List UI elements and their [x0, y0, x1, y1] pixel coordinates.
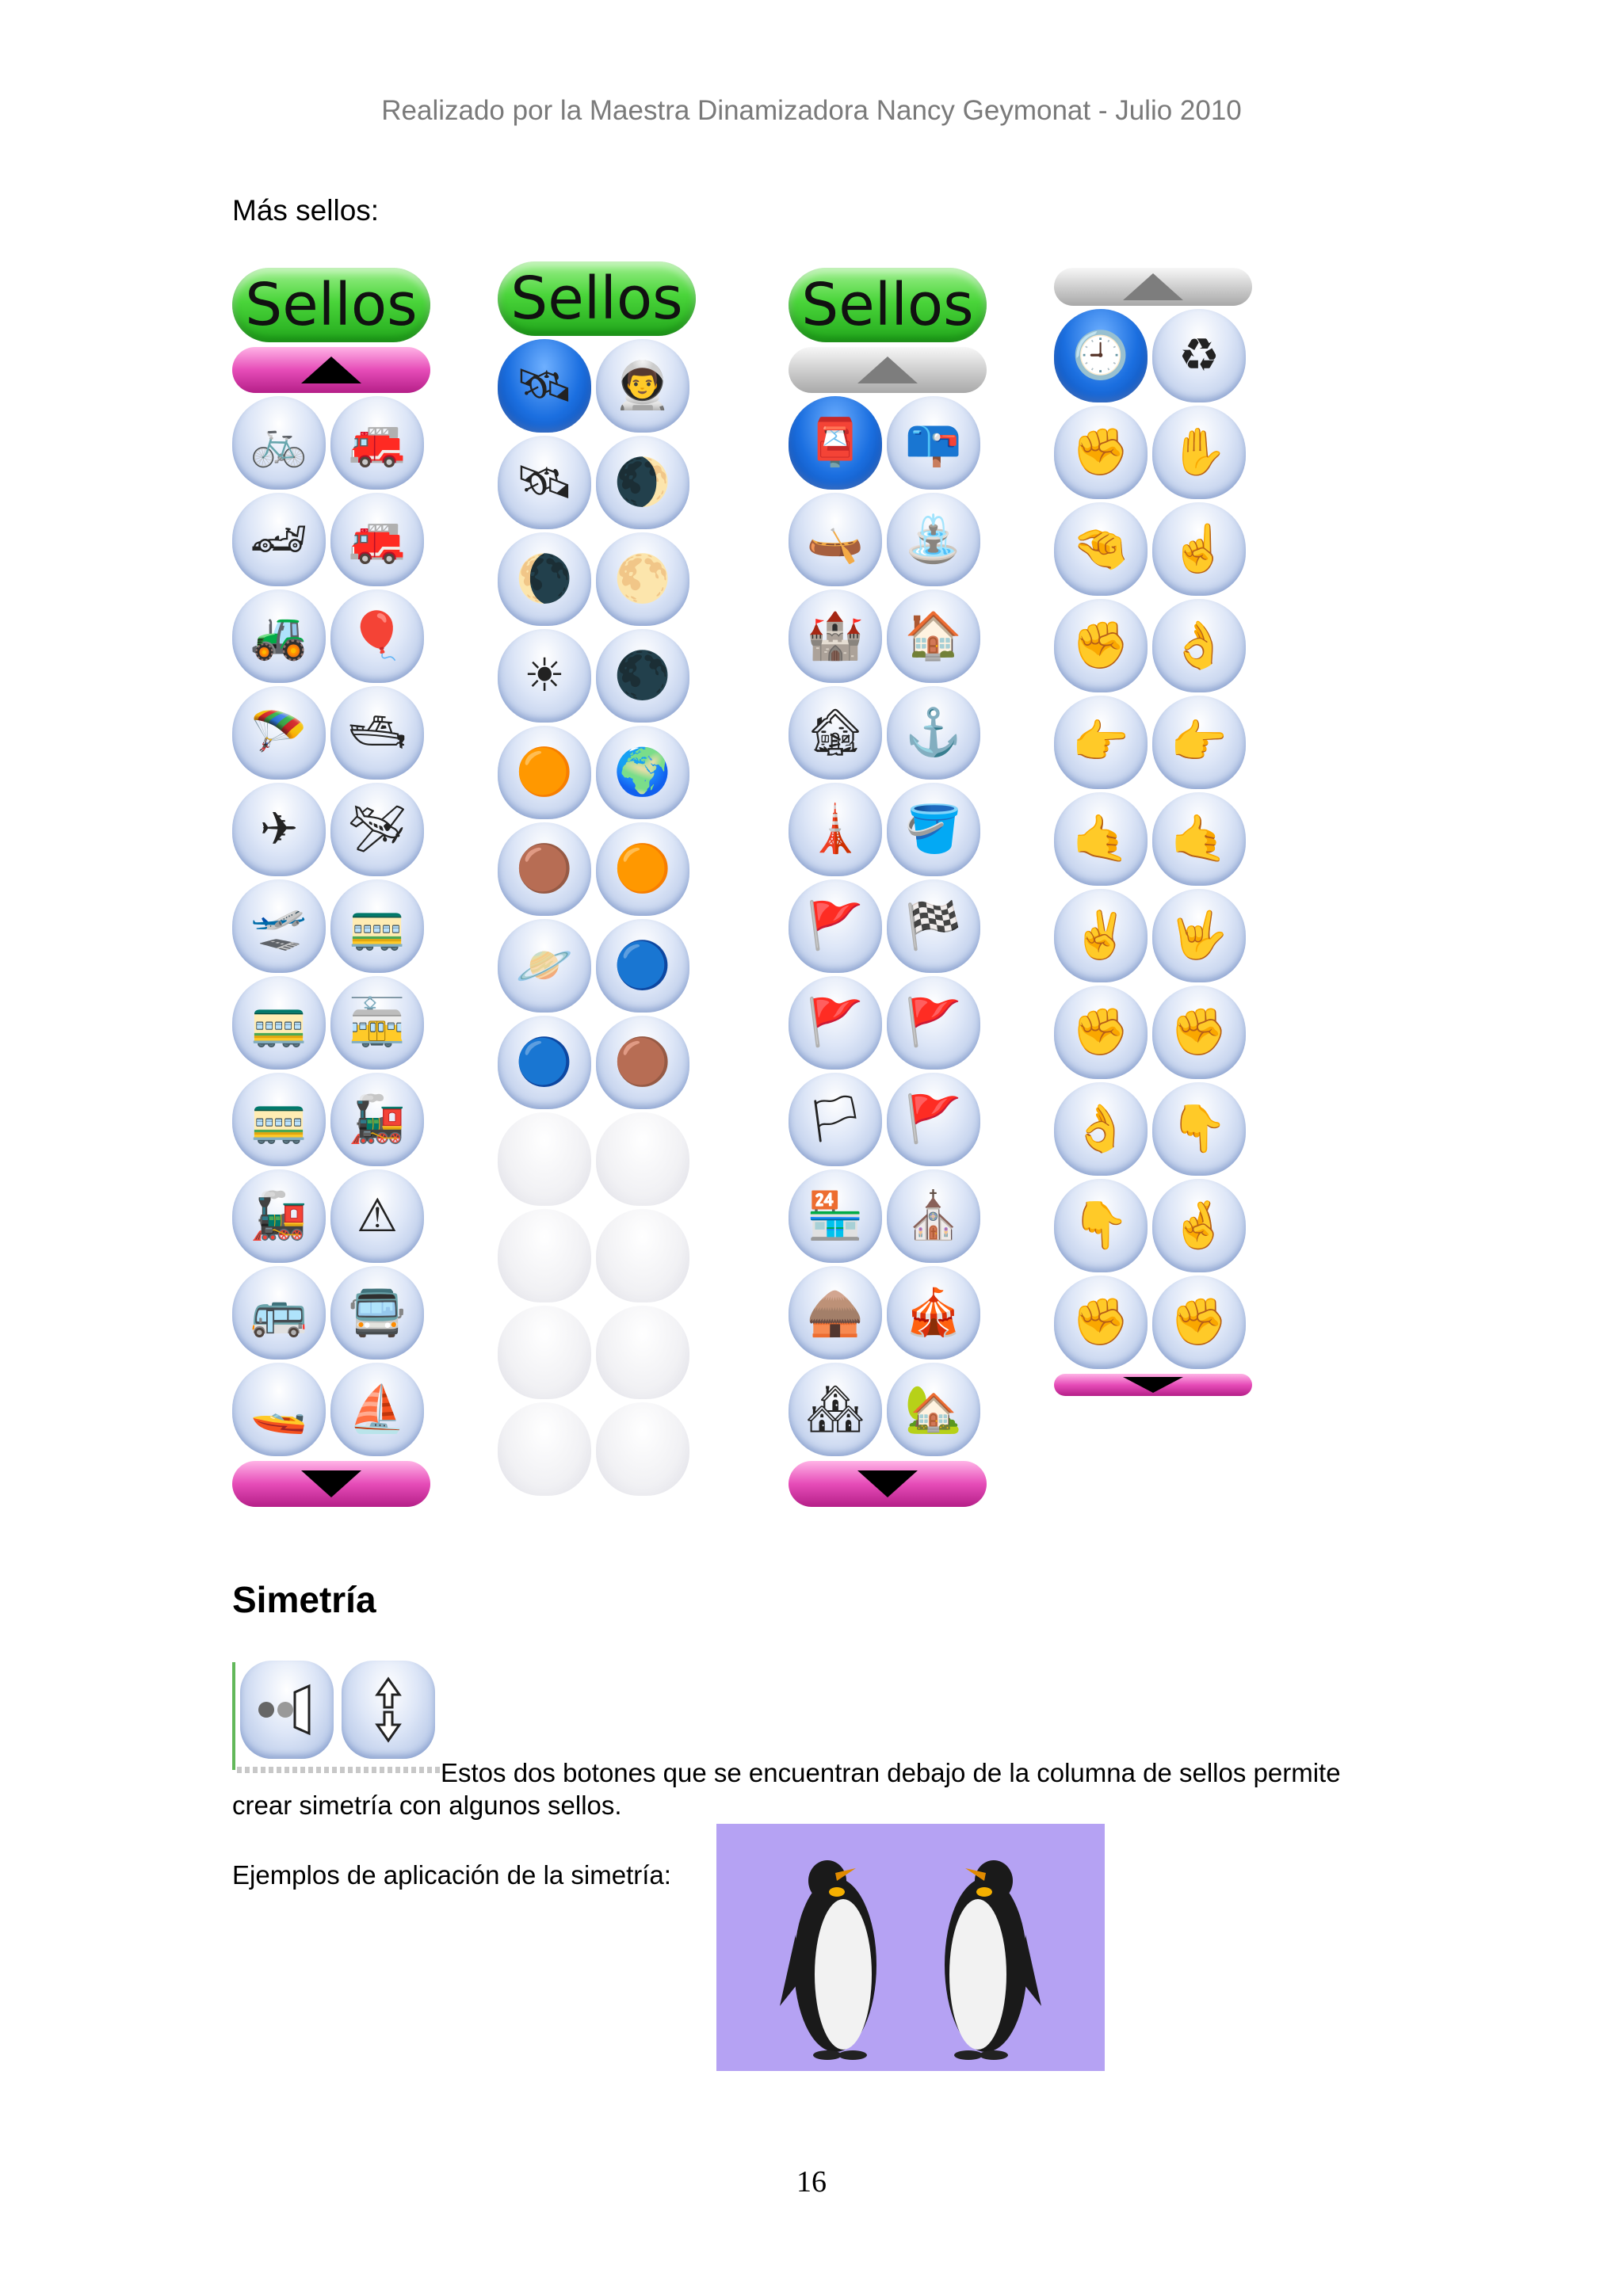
stamp-button[interactable]: [330, 879, 424, 973]
saturn-icon: 🪐: [515, 940, 574, 991]
stamp-button[interactable]: [789, 686, 882, 780]
sign-t-icon: ✊: [1170, 1296, 1228, 1348]
stamp-button[interactable]: [596, 532, 689, 626]
pillar-box-icon: 📮: [806, 417, 865, 468]
sign-m-icon: ✊: [1071, 1006, 1130, 1058]
stamp-button[interactable]: [330, 396, 424, 490]
stamp-button[interactable]: [1054, 792, 1148, 886]
stamp-button[interactable]: [887, 1363, 980, 1456]
arrow-up-icon: [1123, 273, 1183, 300]
stamp-button: [596, 1112, 689, 1206]
green-house-icon: 🏠: [904, 610, 963, 662]
caboose-icon: 🚃: [250, 997, 308, 1048]
page-header: Realizado por la Maestra Dinamizadora Nancy Geymonat - Julio 2010: [381, 95, 1242, 126]
page-number: 16: [796, 2165, 827, 2199]
ruins-icon: 🏚: [806, 707, 865, 758]
stamp-button[interactable]: [1152, 502, 1246, 596]
stamp-button[interactable]: [232, 589, 326, 683]
yellow-flag-icon: 🚩: [904, 1093, 963, 1145]
stamp-button[interactable]: [789, 396, 882, 490]
sign-j-icon: 🤙: [1170, 813, 1228, 864]
hot-air-balloon-icon: 🎈: [348, 610, 407, 662]
sailing-ship-icon: ⛵: [348, 1383, 407, 1435]
stamp-button[interactable]: [1152, 1082, 1246, 1176]
stamp-column-transport: [232, 268, 430, 1507]
stamp-button[interactable]: [232, 1266, 326, 1360]
stamp-button[interactable]: [789, 1073, 882, 1166]
fountain-icon: ⛲: [904, 513, 963, 565]
sellos-button[interactable]: Sellos: [789, 268, 987, 342]
paragraph-line-1: Estos dos botones que se encuentran debajo de la columna de sellos permite: [441, 1758, 1341, 1787]
sign-i-icon: 🤙: [1071, 813, 1130, 864]
full-moon-icon: 🌕: [613, 553, 672, 605]
stamp-button[interactable]: [498, 1016, 591, 1109]
stamp-button[interactable]: [1054, 1276, 1148, 1369]
stamp-button[interactable]: [887, 1266, 980, 1360]
panel-divider: [237, 1767, 440, 1773]
checkered-flag-icon: 🏁: [904, 900, 963, 952]
stamp-button[interactable]: [789, 1169, 882, 1263]
sign-q-icon: 👇: [1071, 1199, 1130, 1251]
sign-c-icon: 🤏: [1071, 523, 1130, 574]
stamp-button: [596, 1209, 689, 1302]
stamp-button[interactable]: [789, 976, 882, 1070]
scroll-down-button[interactable]: [1054, 1374, 1252, 1396]
dock-icon: 🛶: [806, 513, 865, 565]
sign-l-icon: 🤟: [1170, 910, 1228, 961]
stamp-button[interactable]: [1054, 889, 1148, 982]
paragraph-symmetry-examples: Ejemplos de aplicación de la simetría:: [232, 1860, 671, 1890]
stamp-button[interactable]: [498, 339, 591, 433]
scroll-up-button[interactable]: [232, 347, 430, 393]
sign-p-icon: 👇: [1170, 1103, 1228, 1154]
stamp-grid: [232, 396, 430, 1456]
arrow-up-icon: [857, 357, 918, 383]
red-flag-icon: 🚩: [904, 997, 963, 1048]
sign-g-icon: 👉: [1071, 716, 1130, 768]
stamp-button: [596, 1402, 689, 1496]
lunar-module-icon: 🛰: [515, 360, 574, 411]
train-warning-sign-icon: ⚠: [357, 1190, 398, 1241]
stamp-button[interactable]: [330, 493, 424, 586]
earth-icon: 🌍: [613, 746, 672, 798]
scroll-up-button[interactable]: [1054, 268, 1252, 306]
stamp-button[interactable]: [232, 493, 326, 586]
stamp-button[interactable]: [232, 1363, 326, 1456]
scroll-down-button[interactable]: [789, 1461, 987, 1507]
stamp-button[interactable]: [1152, 792, 1246, 886]
stamp-button[interactable]: [789, 879, 882, 973]
stamp-button[interactable]: [232, 976, 326, 1070]
stamp-button[interactable]: [887, 493, 980, 586]
stamp-button[interactable]: [789, 783, 882, 876]
tractor-icon: 🚜: [250, 610, 308, 662]
crescent-moon-icon: 🌘: [515, 553, 574, 605]
stamp-button[interactable]: [1054, 599, 1148, 692]
stamp-button: [498, 1306, 591, 1399]
subheading: Más sellos:: [232, 194, 380, 227]
moon-phase-icon: 🌒: [613, 456, 672, 508]
stamp-button[interactable]: [1152, 889, 1246, 982]
stamp-button[interactable]: [232, 1073, 326, 1166]
scroll-up-button[interactable]: [789, 347, 987, 393]
white-flag-icon: 🏳: [806, 1093, 865, 1145]
sign-f-icon: 👌: [1170, 620, 1228, 671]
stamp-button[interactable]: [1152, 406, 1246, 499]
stamp-button[interactable]: [498, 822, 591, 916]
penguin-symmetry-image: [716, 1824, 1105, 2071]
jupiter-icon: 🟠: [613, 843, 672, 894]
watch-tower-icon: 🗼: [806, 803, 865, 855]
stamp-button[interactable]: [887, 1073, 980, 1166]
shipwreck-icon: ⚓: [904, 707, 963, 758]
stamp-button[interactable]: [789, 1363, 882, 1456]
section-title: Simetría: [232, 1579, 376, 1620]
stamp-button[interactable]: [1152, 1276, 1246, 1369]
steam-locomotive-icon: 🚂: [250, 1190, 308, 1241]
fighter-jet-icon: 🛩: [348, 803, 407, 855]
stamp-button: [596, 1306, 689, 1399]
venus-icon: 🟠: [515, 746, 574, 798]
stamp-button[interactable]: [596, 822, 689, 916]
stamp-button[interactable]: [1054, 309, 1148, 402]
satellite-icon: 🛰: [515, 456, 574, 508]
stamp-button[interactable]: [330, 1266, 424, 1360]
panel-edge: [232, 1662, 235, 1770]
mirror-vertical-button[interactable]: [342, 1661, 435, 1759]
bus-icon: 🚌: [250, 1287, 308, 1338]
jumbo-jet-icon: ✈: [259, 803, 299, 855]
clock-icon: 🕘: [1071, 330, 1130, 381]
stamp-button[interactable]: [887, 976, 980, 1070]
stamp-button[interactable]: [789, 589, 882, 683]
symmetry-buttons: [232, 1656, 440, 1773]
stamp-button[interactable]: [1054, 1179, 1148, 1272]
race-car-icon: 🏎: [250, 513, 308, 565]
sellos-button[interactable]: Sellos: [498, 261, 696, 336]
stamp-button[interactable]: [887, 686, 980, 780]
stamp-button[interactable]: [596, 629, 689, 723]
sign-k-icon: ✌: [1071, 910, 1130, 961]
stamp-button[interactable]: [330, 1073, 424, 1166]
stamp-button[interactable]: [330, 1363, 424, 1456]
pink-house-icon: 🏡: [904, 1383, 963, 1435]
neptune-icon: 🔵: [515, 1036, 574, 1088]
green-flag-icon: 🚩: [806, 997, 865, 1048]
astronaut-icon: 👨‍🚀: [613, 360, 672, 411]
pluto-icon: 🟤: [613, 1036, 672, 1088]
town-icon: 🏘: [806, 1383, 865, 1435]
sign-s-icon: ✊: [1071, 1296, 1130, 1348]
water-well-icon: 🪣: [904, 803, 963, 855]
stamp-button[interactable]: [498, 532, 591, 626]
circus-tent-icon: 🎪: [904, 1287, 963, 1338]
cartoon-plane-icon: 🛫: [250, 900, 308, 952]
stamp-button[interactable]: [887, 396, 980, 490]
mirror-vertical-icon: [365, 1674, 412, 1745]
stamp-button[interactable]: [887, 1169, 980, 1263]
stamp-button[interactable]: [1054, 406, 1148, 499]
stamp-button: [498, 1112, 591, 1206]
passenger-car-icon: 🚋: [348, 997, 407, 1048]
sign-o-icon: 👌: [1071, 1103, 1130, 1154]
tank-car-icon: 🚃: [250, 1093, 308, 1145]
mirror-horizontal-icon: [254, 1678, 320, 1741]
tricycle-icon: 🚲: [250, 417, 308, 468]
stamp-grid: [789, 396, 987, 1456]
scroll-down-button[interactable]: [232, 1461, 430, 1507]
sun-icon: ☀: [524, 650, 565, 701]
stamp-button[interactable]: [1054, 1082, 1148, 1176]
sign-a-icon: ✊: [1071, 426, 1130, 478]
arrow-down-icon: [301, 1470, 361, 1497]
boxcar-icon: 🚃: [348, 900, 407, 952]
hang-glider-icon: 🪂: [250, 707, 308, 758]
mailbox-icon: 📪: [904, 417, 963, 468]
recycle-icon: ♻: [1178, 330, 1220, 381]
stamp-button[interactable]: [1054, 986, 1148, 1079]
arrow-down-icon: [857, 1470, 918, 1497]
stamp-button[interactable]: [330, 783, 424, 876]
stamp-button[interactable]: [596, 919, 689, 1013]
sellos-button[interactable]: Sellos: [232, 268, 430, 342]
coal-tender-icon: 🚂: [348, 1093, 407, 1145]
stamp-button[interactable]: [232, 783, 326, 876]
stamp-button[interactable]: [1054, 696, 1148, 789]
stamp-column-places: [789, 268, 987, 1507]
store-building-icon: 🏪: [806, 1190, 865, 1241]
stamp-button[interactable]: [596, 726, 689, 819]
sign-h-icon: 👉: [1170, 716, 1228, 768]
sign-d-icon: ☝: [1170, 523, 1228, 574]
church-icon: ⛪: [904, 1190, 963, 1241]
stamp-button[interactable]: [330, 589, 424, 683]
stamp-button[interactable]: [330, 686, 424, 780]
sign-n-icon: ✊: [1170, 1006, 1228, 1058]
stamp-grid: [1054, 309, 1252, 1369]
stamp-button[interactable]: [1152, 1179, 1246, 1272]
igloo-icon: 🛖: [806, 1287, 865, 1338]
stamp-button: [498, 1402, 591, 1496]
sign-r-icon: 🤞: [1170, 1199, 1228, 1251]
blue-flag-icon: 🚩: [806, 900, 865, 952]
penguins-picture: [716, 1824, 1105, 2071]
stamp-button[interactable]: [596, 1016, 689, 1109]
stamp-grid: [498, 339, 696, 1496]
fire-engine-icon: 🚒: [348, 513, 407, 565]
double-decker-bus-icon: 🚍: [348, 1287, 407, 1338]
stamp-button[interactable]: [498, 726, 591, 819]
stamp-button[interactable]: [1152, 599, 1246, 692]
stamp-button[interactable]: [498, 919, 591, 1013]
sign-e-icon: ✊: [1071, 620, 1130, 671]
sign-b-icon: ✋: [1170, 426, 1228, 478]
stamp-button[interactable]: [498, 629, 591, 723]
stamp-button[interactable]: [330, 976, 424, 1070]
stamp-button[interactable]: [232, 686, 326, 780]
new-moon-icon: 🌑: [613, 650, 672, 701]
stamp-button: [498, 1209, 591, 1302]
stamp-button[interactable]: [330, 1169, 424, 1263]
mars-icon: 🟤: [515, 843, 574, 894]
stamp-button[interactable]: [789, 493, 882, 586]
speedboat-icon: 🚤: [250, 1383, 308, 1435]
stamp-button[interactable]: [887, 589, 980, 683]
stamp-column-space: [498, 265, 696, 1496]
stamp-button[interactable]: [887, 783, 980, 876]
stamp-button[interactable]: [232, 1169, 326, 1263]
stamp-button[interactable]: [789, 1266, 882, 1360]
stamp-button[interactable]: [232, 396, 326, 490]
mirror-horizontal-button[interactable]: [240, 1661, 334, 1759]
stamp-button[interactable]: [1152, 986, 1246, 1079]
castle-wall-icon: 🏰: [806, 610, 865, 662]
uranus-icon: 🔵: [613, 940, 672, 991]
arrow-down-icon: [1123, 1377, 1183, 1393]
stamp-button[interactable]: [498, 436, 591, 529]
stamp-column-signs: [1054, 268, 1252, 1396]
stamp-button[interactable]: [1152, 696, 1246, 789]
stamp-button[interactable]: [596, 339, 689, 433]
hovercraft-icon: 🛥: [348, 707, 407, 758]
paragraph-line-2: crear simetría con algunos sellos.: [232, 1791, 622, 1820]
stamp-button[interactable]: [887, 879, 980, 973]
stamp-button[interactable]: [1152, 309, 1246, 402]
stamp-button[interactable]: [232, 879, 326, 973]
fire-truck-icon: 🚒: [348, 417, 407, 468]
stamp-button[interactable]: [1054, 502, 1148, 596]
stamp-button[interactable]: [596, 436, 689, 529]
arrow-up-icon: [301, 357, 361, 383]
